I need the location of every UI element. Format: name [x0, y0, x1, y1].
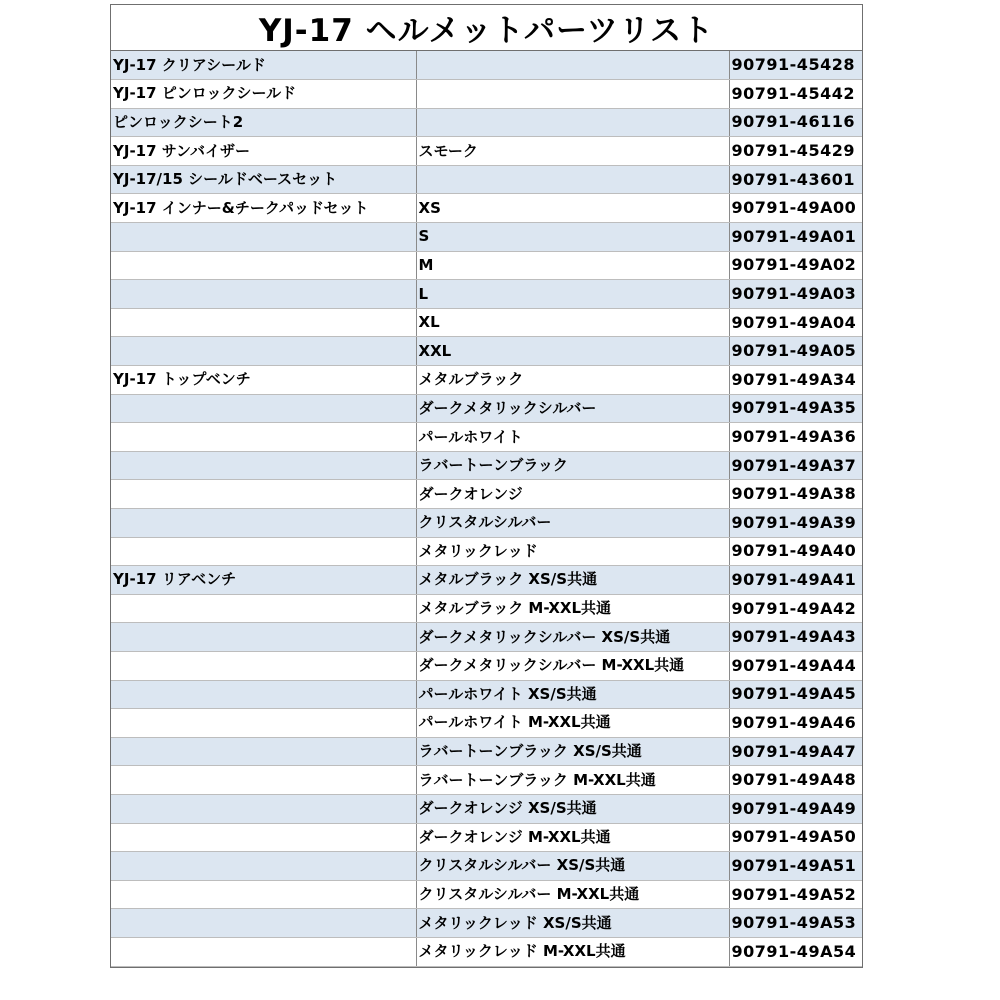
table-row [111, 194, 862, 223]
part-number-cell: 90791-49A50 [729, 823, 862, 852]
table-row [111, 680, 862, 709]
table-row [111, 623, 862, 652]
table-row [111, 909, 862, 938]
part-name-cell [111, 423, 416, 452]
variant-cell: ダークメタリックシルバー XS/S共通 [416, 623, 729, 652]
variant-cell: パールホワイト M-XXL共通 [416, 709, 729, 738]
table-row [111, 566, 862, 595]
part-number-cell: 90791-49A02 [729, 251, 862, 280]
part-name-cell [111, 909, 416, 938]
variant-cell [416, 80, 729, 109]
variant-cell: ラバートーンブラック [416, 451, 729, 480]
part-number-cell: 90791-45428 [729, 51, 862, 80]
part-name-cell [111, 880, 416, 909]
table-row [111, 165, 862, 194]
variant-cell: メタリックレッド XS/S共通 [416, 909, 729, 938]
part-name-cell: ピンロックシート2 [111, 108, 416, 137]
table-row [111, 594, 862, 623]
variant-cell [416, 51, 729, 80]
part-name-cell [111, 852, 416, 881]
part-name-cell [111, 623, 416, 652]
part-name-cell [111, 308, 416, 337]
part-name-cell [111, 709, 416, 738]
part-name-cell [111, 337, 416, 366]
table-row [111, 794, 862, 823]
part-number-cell: 90791-49A54 [729, 937, 862, 966]
part-number-cell: 90791-49A48 [729, 766, 862, 795]
table-row [111, 451, 862, 480]
part-name-cell: YJ-17 リアベンチ [111, 566, 416, 595]
table-row [111, 251, 862, 280]
variant-cell: メタルブラック [416, 366, 729, 395]
table-row [111, 108, 862, 137]
part-name-cell [111, 537, 416, 566]
variant-cell: メタルブラック M-XXL共通 [416, 594, 729, 623]
table-row [111, 366, 862, 395]
table-row [111, 537, 862, 566]
table-row [111, 509, 862, 538]
part-number-cell: 90791-43601 [729, 165, 862, 194]
table-row [111, 823, 862, 852]
variant-cell: クリスタルシルバー M-XXL共通 [416, 880, 729, 909]
table-row [111, 223, 862, 252]
part-number-cell: 90791-49A38 [729, 480, 862, 509]
variant-cell: メタリックレッド [416, 537, 729, 566]
part-number-cell: 90791-46116 [729, 108, 862, 137]
part-name-cell: YJ-17 インナー&チークパッドセット [111, 194, 416, 223]
parts-table-body [111, 51, 862, 966]
part-number-cell: 90791-49A01 [729, 223, 862, 252]
variant-cell: クリスタルシルバー [416, 509, 729, 538]
table-row [111, 280, 862, 309]
table-row [111, 937, 862, 966]
part-number-cell: 90791-49A03 [729, 280, 862, 309]
variant-cell: クリスタルシルバー XS/S共通 [416, 852, 729, 881]
variant-cell [416, 108, 729, 137]
variant-cell: ラバートーンブラック XS/S共通 [416, 737, 729, 766]
variant-cell: メタリックレッド M-XXL共通 [416, 937, 729, 966]
part-name-cell: YJ-17 ピンロックシールド [111, 80, 416, 109]
sheet-title: YJ-17 ヘルメットパーツリスト [111, 5, 862, 51]
part-name-cell [111, 451, 416, 480]
part-number-cell: 90791-49A46 [729, 709, 862, 738]
part-number-cell: 90791-49A49 [729, 794, 862, 823]
part-number-cell: 90791-49A00 [729, 194, 862, 223]
table-row [111, 737, 862, 766]
part-name-cell: YJ-17 トップベンチ [111, 366, 416, 395]
part-name-cell [111, 680, 416, 709]
parts-list-sheet [110, 4, 863, 968]
part-name-cell [111, 480, 416, 509]
table-row [111, 852, 862, 881]
part-number-cell: 90791-49A52 [729, 880, 862, 909]
part-number-cell: 90791-49A35 [729, 394, 862, 423]
variant-cell: L [416, 280, 729, 309]
table-row [111, 651, 862, 680]
variant-cell: パールホワイト [416, 423, 729, 452]
table-row [111, 337, 862, 366]
part-name-cell: YJ-17 クリアシールド [111, 51, 416, 80]
part-number-cell: 90791-49A44 [729, 651, 862, 680]
part-name-cell [111, 223, 416, 252]
part-name-cell [111, 280, 416, 309]
part-name-cell [111, 794, 416, 823]
table-row [111, 766, 862, 795]
variant-cell: スモーク [416, 137, 729, 166]
variant-cell: ダークオレンジ M-XXL共通 [416, 823, 729, 852]
part-name-cell [111, 766, 416, 795]
part-name-cell [111, 823, 416, 852]
part-number-cell: 90791-49A05 [729, 337, 862, 366]
table-row [111, 709, 862, 738]
variant-cell: XS [416, 194, 729, 223]
part-number-cell: 90791-49A45 [729, 680, 862, 709]
variant-cell: XXL [416, 337, 729, 366]
variant-cell: ダークメタリックシルバー M-XXL共通 [416, 651, 729, 680]
part-number-cell: 90791-49A42 [729, 594, 862, 623]
part-number-cell: 90791-49A53 [729, 909, 862, 938]
variant-cell: M [416, 251, 729, 280]
table-row [111, 394, 862, 423]
part-number-cell: 90791-49A36 [729, 423, 862, 452]
part-number-cell: 90791-49A43 [729, 623, 862, 652]
table-row [111, 137, 862, 166]
part-name-cell [111, 594, 416, 623]
parts-table [111, 51, 862, 967]
variant-cell: S [416, 223, 729, 252]
part-number-cell: 90791-49A47 [729, 737, 862, 766]
part-number-cell: 90791-45429 [729, 137, 862, 166]
part-number-cell: 90791-49A41 [729, 566, 862, 595]
part-name-cell [111, 251, 416, 280]
variant-cell: パールホワイト XS/S共通 [416, 680, 729, 709]
table-row [111, 423, 862, 452]
variant-cell: ダークオレンジ [416, 480, 729, 509]
variant-cell [416, 165, 729, 194]
part-name-cell: YJ-17/15 シールドベースセット [111, 165, 416, 194]
part-number-cell: 90791-45442 [729, 80, 862, 109]
part-name-cell [111, 937, 416, 966]
table-row [111, 880, 862, 909]
variant-cell: ダークオレンジ XS/S共通 [416, 794, 729, 823]
part-number-cell: 90791-49A39 [729, 509, 862, 538]
part-name-cell [111, 737, 416, 766]
part-number-cell: 90791-49A40 [729, 537, 862, 566]
part-name-cell [111, 394, 416, 423]
table-row [111, 80, 862, 109]
variant-cell: ダークメタリックシルバー [416, 394, 729, 423]
table-row [111, 51, 862, 80]
part-number-cell: 90791-49A37 [729, 451, 862, 480]
part-number-cell: 90791-49A51 [729, 852, 862, 881]
part-name-cell [111, 509, 416, 538]
part-number-cell: 90791-49A34 [729, 366, 862, 395]
table-row [111, 308, 862, 337]
table-row [111, 480, 862, 509]
part-name-cell: YJ-17 サンバイザー [111, 137, 416, 166]
variant-cell: メタルブラック XS/S共通 [416, 566, 729, 595]
part-number-cell: 90791-49A04 [729, 308, 862, 337]
variant-cell: XL [416, 308, 729, 337]
variant-cell: ラバートーンブラック M-XXL共通 [416, 766, 729, 795]
part-name-cell [111, 651, 416, 680]
